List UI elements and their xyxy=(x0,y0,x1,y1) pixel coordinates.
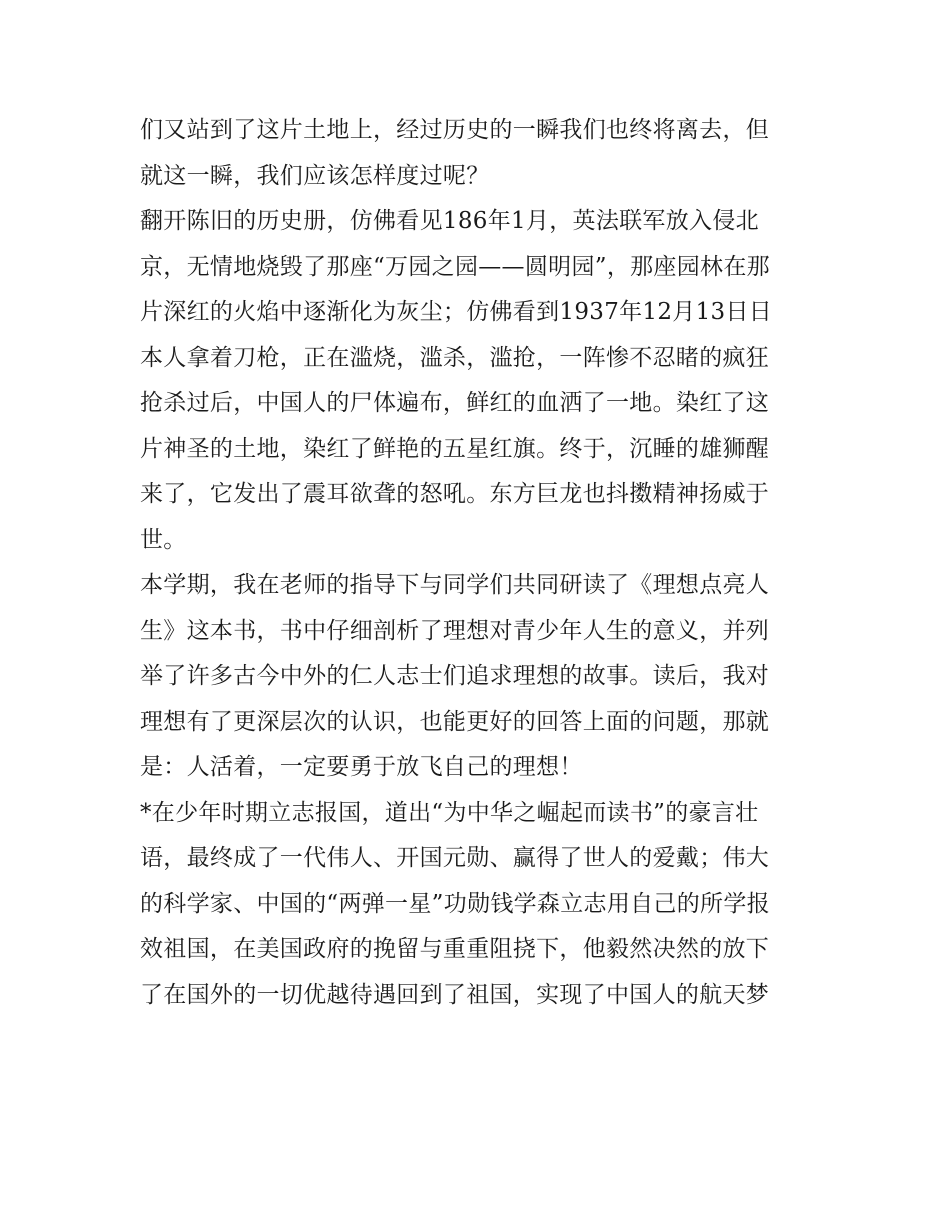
text-line: 语，最终成了一代伟人、开国元勋、赢得了世人的爱戴；伟大 xyxy=(140,845,770,871)
text-line: 本学期，我在老师的指导下与同学们共同研读了《理想点亮人 xyxy=(140,572,770,598)
text-line: 片神圣的土地，染红了鲜艳的五星红旗。终于，沉睡的雄狮醒 xyxy=(140,435,770,462)
text-line: 抢杀过后，中国人的尸体遍布，鲜红的血洒了一地。染红了这 xyxy=(140,390,770,416)
text-line: 京，无情地烧毁了那座“万园之园——圆明园”，那座园林在那 xyxy=(140,253,770,280)
text-line: 举了许多古今中外的仁人志士们追求理想的故事。读后，我对 xyxy=(140,663,770,689)
text-line: 的科学家、中国的“两弹一星”功勋钱学森立志用自己的所学报 xyxy=(140,890,770,917)
text-line: 本人拿着刀枪，正在滥烧，滥杀，滥抢，一阵惨不忍睹的疯狂 xyxy=(140,344,770,371)
text-line: 生》这本书，书中仔细剖析了理想对青少年人生的意义，并列 xyxy=(140,617,770,644)
text-line: 是：人活着，一定要勇于放飞自己的理想！ xyxy=(140,754,583,780)
text-line: 就这一瞬，我们应该怎样度过呢？ xyxy=(140,162,490,189)
text-line: 世。 xyxy=(140,526,187,553)
text-line: 效祖国，在美国政府的挽留与重重阻挠下，他毅然决然的放下 xyxy=(140,936,770,962)
text-line: 片深红的火焰中逐渐化为灰尘；仿佛看到1937年12月13日日 xyxy=(140,299,773,325)
body-text xyxy=(140,108,820,1018)
text-line: *在少年时期立志报国，道出“为中华之崛起而读书”的豪言壮 xyxy=(140,799,759,826)
text-line: 翻开陈旧的历史册，仿佛看见186年1月，英法联军放入侵北 xyxy=(140,208,759,234)
text-line: 来了，它发出了震耳欲聋的怒吼。东方巨龙也抖擞精神扬威于 xyxy=(140,481,770,507)
text-line: 理想有了更深层次的认识，也能更好的回答上面的问题，那就 xyxy=(140,708,770,735)
text-line: 了在国外的一切优越待遇回到了祖国，实现了中国人的航天梦 xyxy=(140,981,770,1008)
text-line: 们又站到了这片土地上，经过历史的一瞬我们也终将离去，但 xyxy=(140,117,770,143)
